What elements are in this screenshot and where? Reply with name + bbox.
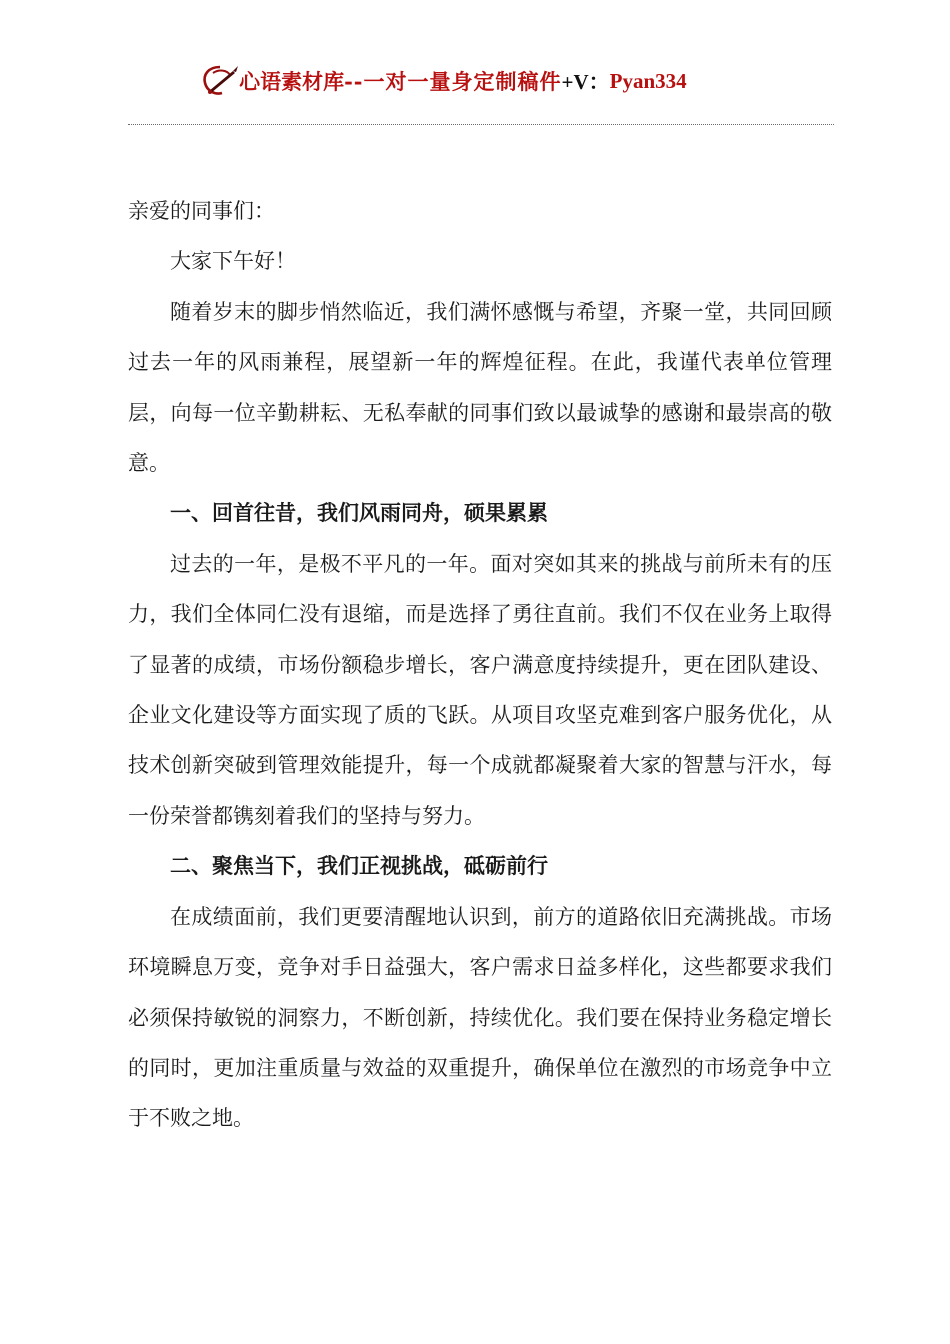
section-2-paragraph: 在成绩面前，我们更要清醒地认识到，前方的道路依旧充满挑战。市场环境瞬息万变，竞争对手日益强大，客户需求日益多样化，这些都要求我们必须保持敏锐的洞察力，不断创新，持续优化。我们要在保持业务稳定增长的同时，更加注重质量与效益的双重提升，确保单位在激烈的市场竞争中立于不败之地。 xyxy=(128,904,832,1131)
section-2-heading: 二、聚焦当下，我们正视挑战，砥砺前行 xyxy=(170,853,548,879)
quill-logo-icon xyxy=(200,64,240,98)
header-banner xyxy=(200,64,687,100)
page-header xyxy=(128,58,834,124)
document-body xyxy=(128,186,832,1144)
header-separator: -- xyxy=(344,68,364,94)
salutation: 亲爱的同事们： xyxy=(128,199,275,223)
header-contact-id: Pyan334 xyxy=(609,68,687,93)
header-plus-v: +V： xyxy=(561,70,610,94)
section-1-heading: 一、回首往昔，我们风雨同舟，硕果累累 xyxy=(170,500,548,526)
header-tagline: 一对一量身定制稿件 xyxy=(363,69,562,94)
intro-paragraph: 随着岁末的脚步悄然临近，我们满怀感慨与希望，齐聚一堂，共同回顾过去一年的风雨兼程，展望新一年的辉煌征程。在此，我谨代表单位管理层，向每一位辛勤耕耘、无私奉献的同事们致以最诚挚的感谢和最崇高的敬意。 xyxy=(128,299,832,476)
section-1-paragraph: 过去的一年，是极不平凡的一年。面对突如其来的挑战与前所未有的压力，我们全体同仁没有退缩，而是选择了勇往直前。我们不仅在业务上取得了显著的成绩，市场份额稳步增长，客户满意度持续提升，更在团队建设、企业文化建设等方面实现了质的飞跃。从项目攻坚克难到客户服务优化，从技术创新突破到管理效能提升，每一个成就都凝聚着大家的智慧与汗水，每一份荣誉都镌刻着我们的坚持与努力。 xyxy=(128,551,832,828)
greeting: 大家下午好！ xyxy=(170,249,296,274)
header-divider xyxy=(128,124,834,125)
header-brand: 心语素材库 xyxy=(239,69,345,94)
